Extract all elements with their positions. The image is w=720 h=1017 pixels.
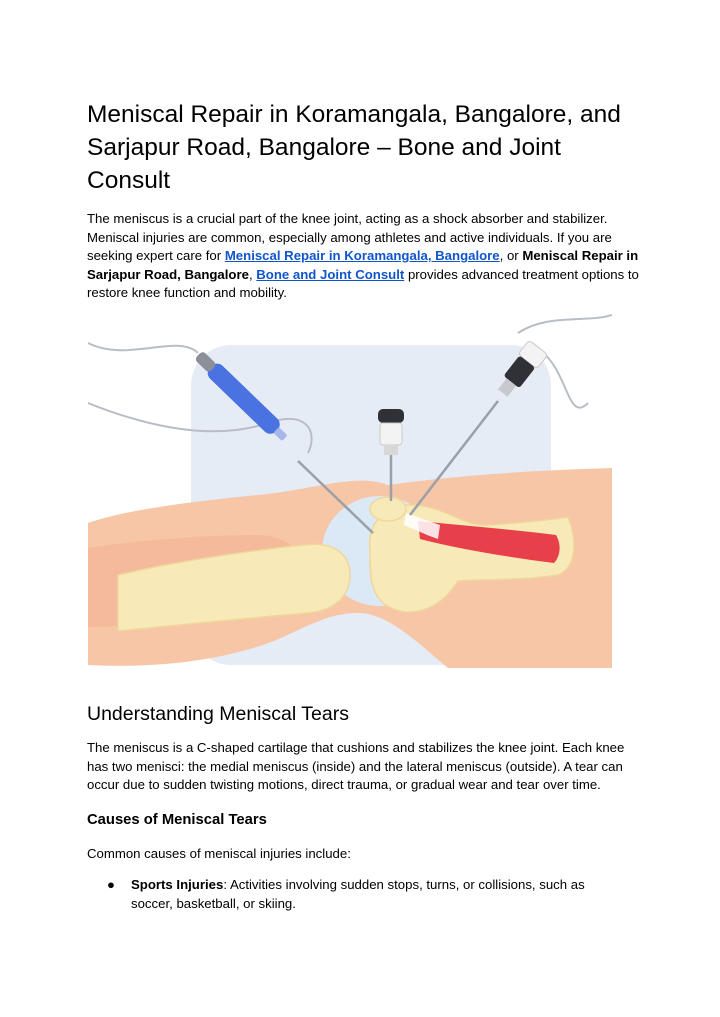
patella-bone xyxy=(370,497,406,521)
list-item xyxy=(87,876,607,913)
cable-right xyxy=(518,315,612,333)
intro-text-2: , or xyxy=(499,248,523,263)
section-heading-understanding: Understanding Meniscal Tears xyxy=(87,703,349,725)
link-meniscal-repair-koramangala[interactable]: Meniscal Repair in Koramangala, Bangalore xyxy=(224,248,500,263)
understanding-paragraph: The meniscus is a C-shaped cartilage that cushions and stabilizes the knee joint. Each knee has two menisci: the medial meniscus (inside) and the lateral meniscus (outside). A tear can occur due to sudden twisting motions, direct trauma, or gradual wear and tear over time. xyxy=(87,740,625,792)
causes-intro-paragraph: Common causes of meniscal injuries include: xyxy=(87,846,351,861)
intro-bold-sarjapur: Meniscal Repair in Sarjapur Road, Bangalore xyxy=(87,248,639,282)
intro-text-1: The meniscus is a crucial part of the knee joint, acting as a shock absorber and stabilizer. Meniscal injuries are common, especially among athletes and active individuals. If you are seeking expert care for xyxy=(87,211,612,263)
intro-text-3: , xyxy=(248,266,257,282)
link-bone-and-joint-consult[interactable]: Bone and Joint Consult xyxy=(256,266,405,282)
cable-left xyxy=(88,343,198,353)
knee-arthroscopy-illustration xyxy=(88,313,612,679)
list-item-label: Sports Injuries xyxy=(131,877,224,892)
section-heading-causes: Causes of Meniscal Tears xyxy=(87,812,267,828)
intro-text-4: provides advanced treatment options to restore knee function and mobility. xyxy=(87,266,639,300)
list-item-text: : Activities involving sudden stops, turns, or collisions, such as soccer, basketball, or skiing. xyxy=(131,877,585,911)
causes-list xyxy=(87,876,607,913)
bullet-icon: ● xyxy=(107,877,115,892)
intro-paragraph xyxy=(87,210,642,303)
page-title: Meniscal Repair in Koramangala, Bangalore, and Sarjapur Road, Bangalore – Bone and Joint Consult xyxy=(87,101,621,194)
